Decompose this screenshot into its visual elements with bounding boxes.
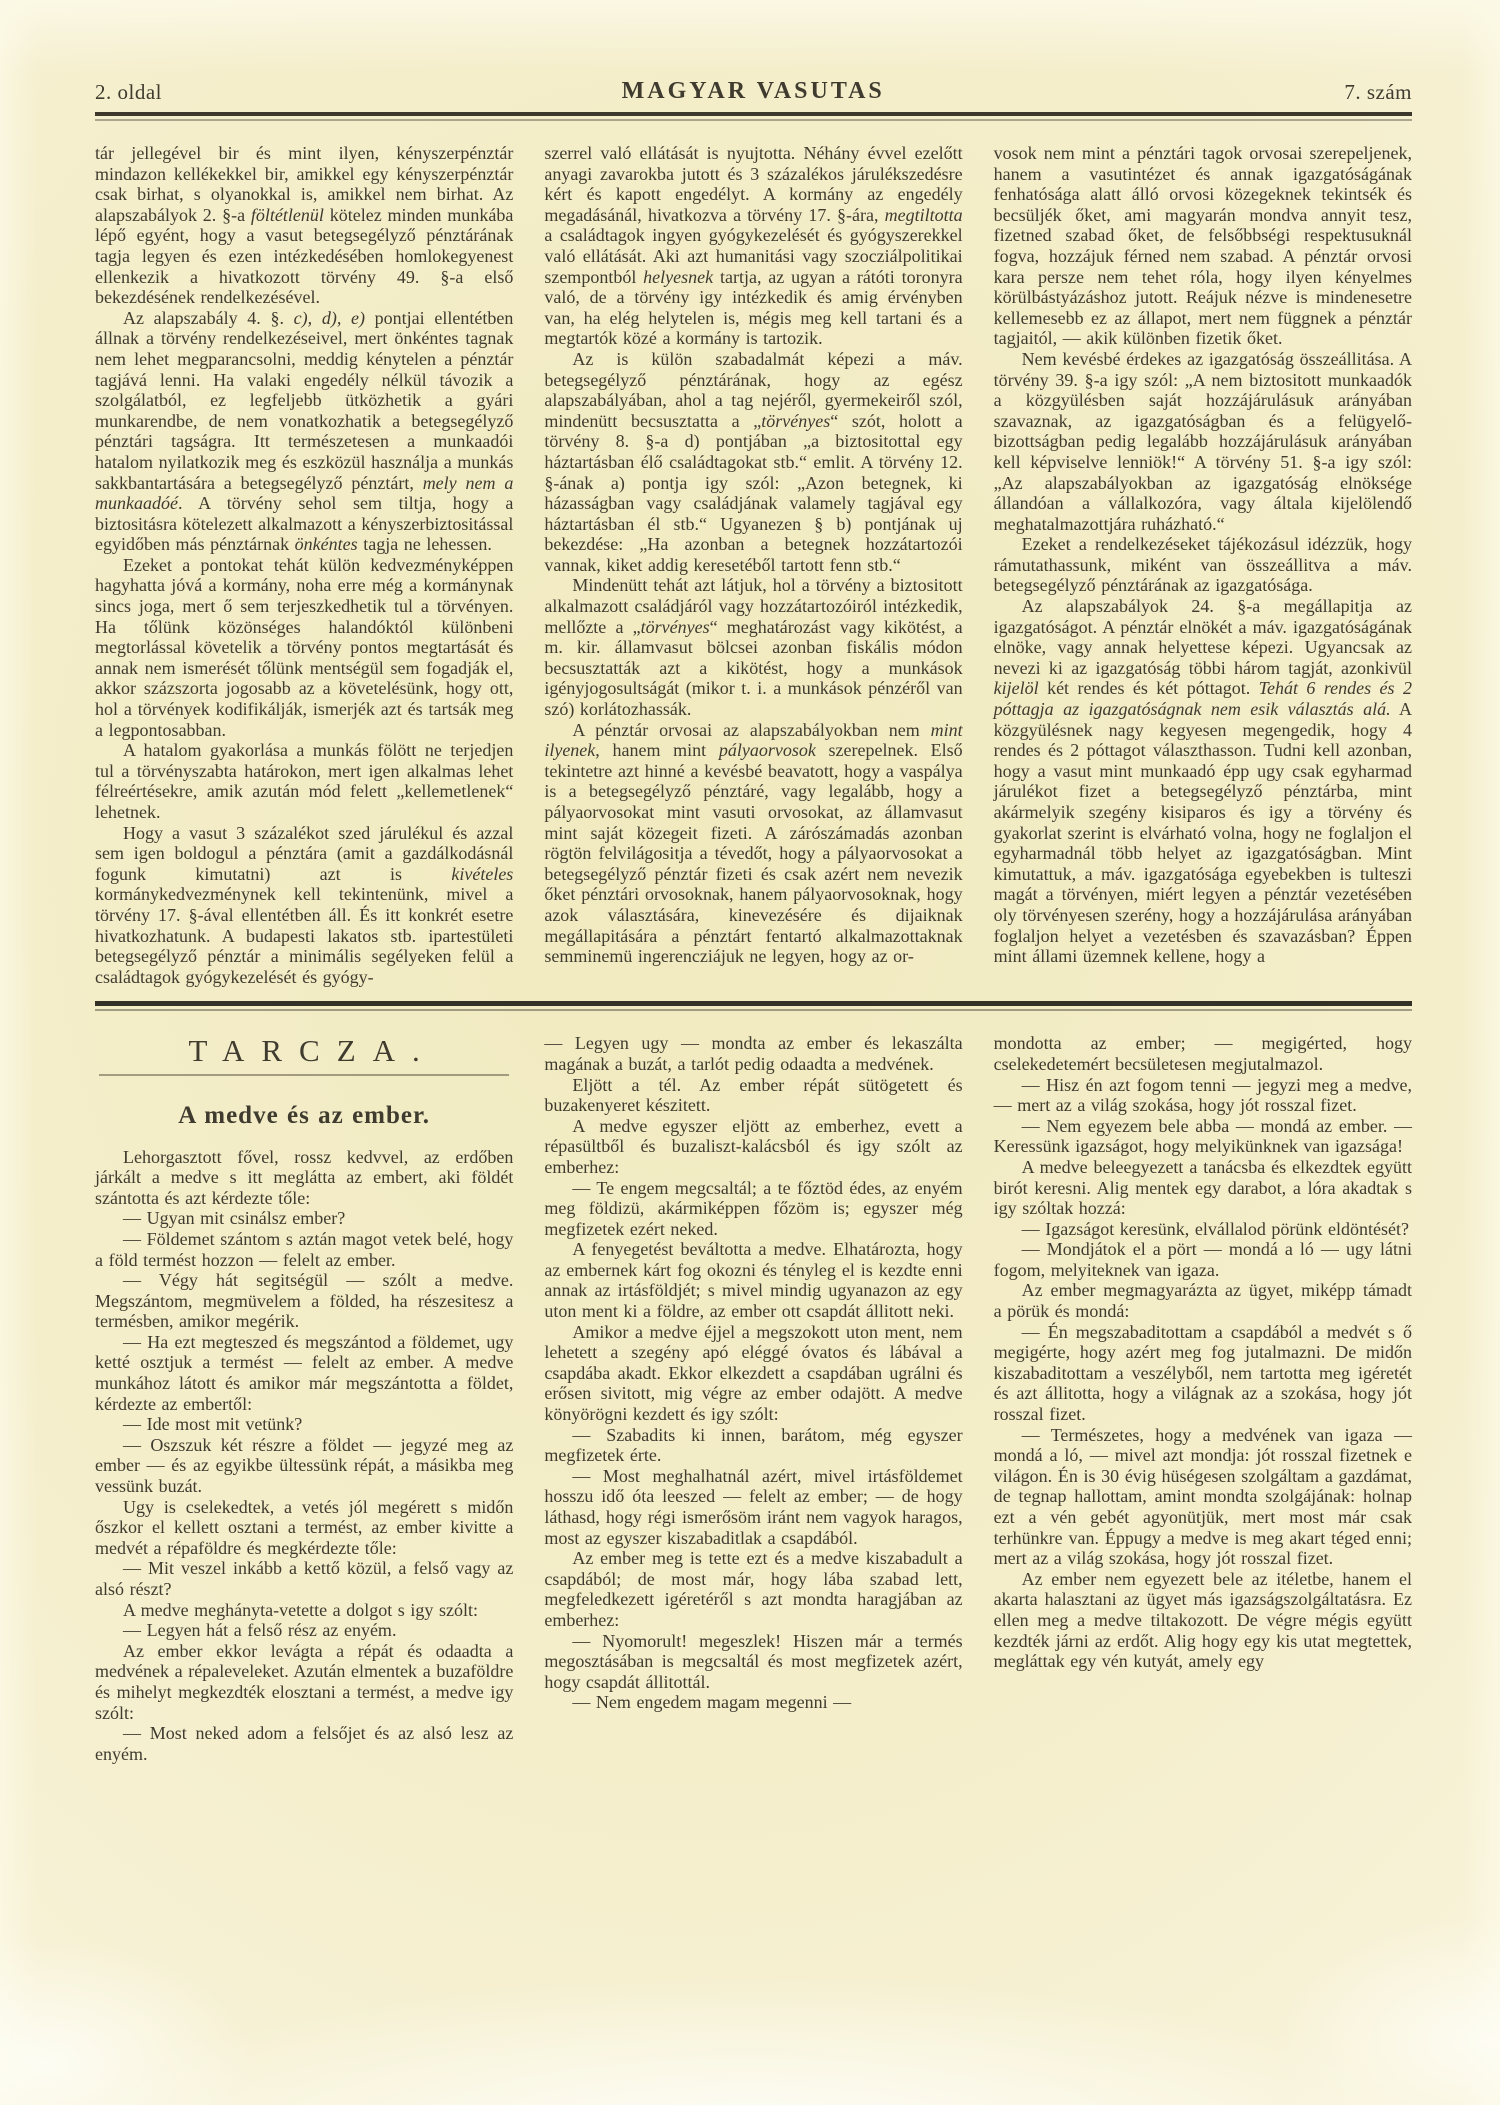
paragraph: — Legyen ugy — mondta az ember és lekaszálta magának a buzát, a tarlót pedig odaadta a medvének. xyxy=(544,1033,963,1074)
paragraph: tár jellegével bir és mint ilyen, kényszerpénztár mindazon kellékekkel bir, amikkel egy kényszerpénztár csak birhat, s olyanokkal is, amikkel nem birhat. Az alapszabályok 2. §-a föltétlenül kötelez minden munkába lépő egyént, hogy a vasut betegsegélyző pénztárának tagja legyen és ezen intézkedésében homlokegyenest ellenkezik a hivatkozott törvény 49. §-a első bekezdésének rendelkezésével. xyxy=(95,143,514,308)
story-column-3 xyxy=(994,1033,1412,1764)
paragraph: — Te engem megcsaltál; a te főztöd édes, az enyém meg földizü, akármiképpen főzöm is; egyszer még megfizetek ezért neked. xyxy=(544,1177,963,1239)
paragraph: Az ember megmagyarázta az ügyet, miképp támadt a pörük és mondá: xyxy=(993,1280,1412,1322)
paragraph: Az ember ekkor levágta a répát és odaadta a medvének a répaleveleket. Azután elmentek a buzaföldre és mihelyt megkezdték elosztani a termést, a medve igy szólt: xyxy=(95,1640,514,1723)
lead-article-column-3 xyxy=(994,143,1412,987)
paragraph: szerrel való ellátását is nyujtotta. Néhány évvel ezelőtt anyagi zavarokba jutott és 3 százalékos járulékszedésre kért és kapott engedélyt. A kormány az engedély megadásánál, hivatkozva a törvény 17. §-ára, megtiltotta a családtagok ingyen gyógykezelését és gyógyszerekkel való ellátását. Aki azt humanitási vagy szocziálpolitikai szempontból helyesnek tartja, az ugyan a rátóti toronyra való, de a törvény igy intézkedik és amig érvényben van, ha elég helytelen is, mégis meg kell tartani és a megtartók közé a kormány is tartozik. xyxy=(544,143,963,349)
paragraph: — Nem egyezem bele abba — mondá az ember. — Keressünk igazságot, hogy melyikünknek van igazsága! xyxy=(993,1115,1412,1157)
feuilleton-header xyxy=(95,1033,513,1129)
paragraph: — Természetes, hogy a medvének van igaza — mondá a ló, — mivel azt mondja: jót rosszal fizetnek e világon. Én is 30 évig hüségesen szolgáltam a gazdámat, de tegnap hallottam, amint mondta szolgájának: holnap ezt a vén gebét agyonütjük, mert most már csak terhünkre van. Éppugy a medve is meg akart téged enni; mert az a világ szokása, hogy jót rosszal fizet. xyxy=(993,1424,1412,1569)
paragraph: A medve meghányta-vetette a dolgot s igy szólt: xyxy=(123,1599,478,1620)
paragraph: — Most meghalhatnál azért, mivel irtásföldemet hosszu idő óta leeszed — felelt az ember; — de hogy láthasd, hogy régi ismerősöm iránt nem vagyok haragos, most az egyszer kiszabaditlak a csapdából. xyxy=(544,1465,963,1548)
paragraph: Az is külön szabadalmát képezi a máv. betegsegélyző pénztárának, hogy az egész alapszabályában, ahol a tag nejéről, gyermekeiről szól, mindenütt becsusztatta a „törvényes“ szót, holott a törvény 8. §-a d) pontjában „a biztositottal egy háztartásban élő családtagokat stb.“ emlit. A törvény 12. §-ának a) pontja igy szól: „Azon betegnek, ki házasságban vagy családjának valamely tagjával egy háztartásban él stb.“ Ugyanezen § b) pontjának uj bekezdése: „Ha azonban a betegnek hozzátartozói vannak, kiket addig keresetéből tartott fenn stb.“ xyxy=(544,348,963,575)
paragraph: Az ember meg is tette ezt és a medve kiszabadult a csapdából; de most már, hogy lába szabad lett, megfeledkezett igéretéről s azt mondta haragjában az emberhez: xyxy=(544,1548,963,1630)
paragraph: — Földemet szántom s aztán magot vetek belé, hogy a föld termést hozzon — felelt az ember. xyxy=(95,1228,514,1270)
paragraph: — Szabadits ki innen, barátom, még egyszer megfizetek érte. xyxy=(544,1424,963,1466)
paragraph: A fenyegetést beváltotta a medve. Elhatározta, hogy az embernek kárt fog okozni és tényleg el is kezdte enni annak az irtásföldjét; s mivel mindig ugyanazon az egy uton ment ki a földre, az ember ott csapdát állitott neki. xyxy=(544,1239,963,1322)
paragraph: — Most neked adom a felsőjet és az alsó lesz az enyém. xyxy=(95,1723,514,1764)
paragraph: Eljött a tél. Az ember répát sütögetett és buzakenyeret készitett. xyxy=(544,1074,963,1116)
paragraph: Az ember nem egyezett bele az itéletbe, hanem el akarta halasztani az ügyet más igazságszolgáltatásra. Ez ellen meg a medve tiltakozott. De végre mégis együtt kezdték járni az erdőt. Alig hogy egy kis utat megtettek, megláttak egy vén kutyát, amely egy xyxy=(993,1568,1412,1672)
page-number-label: 2. oldal xyxy=(95,80,162,104)
paragraph: — Én megszabaditottam a csapdából a medvét s ő megigérte, hogy azért meg fog jutalmazni. De midőn kiszabaditottam a veszélyből, nem tartotta meg igéretét és azt állitotta, hogy a világnak az a szokása, hogy jót rosszal fizet. xyxy=(993,1321,1412,1425)
paragraph: — Mit veszel inkább a kettő közül, a felső vagy az alsó részt? xyxy=(95,1558,514,1599)
feuilleton-section-title: TARCZA. xyxy=(188,1033,437,1069)
feuilleton-title-rule xyxy=(99,1074,509,1076)
paragraph: — Legyen hát a felső rész az enyém. xyxy=(123,1620,397,1641)
paragraph: Amikor a medve éjjel a megszokott uton ment, nem lehetett a szegény apó eléggé óvatos és lábával a csapdába akadt. Ekkor elkezdett a csapdában ugrálni és erősen sivitott, mig végre az ember odajött. A medve könyörögni kezdett és igy szólt: xyxy=(544,1321,963,1425)
story-title: A medve és az ember. xyxy=(178,1101,431,1129)
issue-number-label: 7. szám xyxy=(1344,80,1412,104)
paragraph: — Ha ezt megteszed és megszántod a földemet, ugy ketté osztjuk a termést — felelt az ember. A medve munkához látott és amikor már megszántotta a földet, kérdezte az embertől: xyxy=(95,1331,514,1414)
paragraph: — Nem engedem magam megenni — xyxy=(572,1692,852,1713)
paragraph: — Ide most mit vetünk? xyxy=(123,1414,303,1435)
lead-article-column-1 xyxy=(95,143,513,987)
page-header xyxy=(95,78,1412,105)
paragraph: — Mondjátok el a pört — mondá a ló — ugy látni fogom, melyiteknek van igaza. xyxy=(993,1239,1412,1280)
story-column-2 xyxy=(544,1033,962,1764)
paragraph: Az alapszabályok 24. §-a megállapitja az igazgatóságot. A pénztár elnökét a máv. igazgatóságának elnöke, vagy annak helyettese képezi. Ugyancsak az nevezi ki az igazgatóság többi három tagját, azonkivül kijelöl két rendes és két póttagot. Tehát 6 rendes és 2 póttagja az igazgatóságnak nem esik választás alá. A közgyülésnek nagy kegyesen megengedik, hogy 4 rendes és 2 póttagot választhasson. Tudni kell azonban, hogy a vasut mint munkaadó épp ugy csak egyharmad járulékot fizet a betegsegélyző pénztárba, mint akármelyik szegény kisiparos és igy a törvény és gyakorlat szerint is elvárható volna, hogy ne foglaljon el egyharmadnál több helyet az igazgatóságban. Mint kimutattuk, a máv. igazgatósága egyebekben is tulteszi magát a törvényen, miért legyen a pénztár vezetésében oly törvényesen szerény, hogy a hozzájárulása arányában foglaljon helyet a vezetésben és szavazásban? Éppen mint állami üzemnek kellene, hogy a xyxy=(993,596,1412,967)
paragraph: Hogy a vasut 3 százalékot szed járulékul és azzal sem igen boldogul a pénztára (amit a gazdálkodásnál fogunk kimutatni) azt is kivételes kormánykedvezménynek kell tekintenünk, mivel a törvény 17. §-ával ellentétben áll. És itt konkrét esetre hivatkozhatunk. A budapesti lakatos stb. ipartestületi betegsegélyző pénztár a minimális segélyeken felül a családtagok gyógykezelését és gyógy- xyxy=(95,822,514,987)
paragraph: — Végy hát segitségül — szólt a medve. Megszántom, megmüvelem a földed, ha részesitesz a termésben, amikor megérik. xyxy=(95,1270,514,1332)
paragraph: Nem kevésbé érdekes az igazgatóság összeállitása. A törvény 39. §-a igy szól: „A nem biztositott munkaadók a közgyülésben saját hozzájárulásuk arányában szavaznak, az igazgatóságban és a felügyelő-bizottságban pedig legalább hozzájárulásuk arányában kell képviselve lenniök!“ A törvény 51. §-a igy szól: „Az alapszabályokban az igazgatóság elnöksége állandóan a vállalkozóra, vagy általa kijelölendő meghatalmazottjára ruházható.“ xyxy=(993,348,1412,534)
lead-article xyxy=(95,143,1412,987)
story-column-1-body xyxy=(95,1147,513,1765)
section-divider-rule xyxy=(95,1001,1412,1011)
paragraph: — Nyomorult! megeszlek! Hiszen már a termés megosztásában is megcsaltál és most megfizetek azért, hogy csapdát állitottál. xyxy=(544,1630,963,1692)
paragraph: Az alapszabály 4. §. c), d), e) pontjai ellentétben állnak a törvény rendelkezéseivel, mert önkéntes tagnak nem lehet megparancsolni, meddig kénytelen a pénztár tagjává lenni. Ha valaki engedély nélkül távozik a szolgálatból, ez legfeljebb ütközhetik a gyári munkarendbe, de nem vonatkozhatik a betegsegélyző pénztári tagságra. Itt természetesen a munkaadói hatalom nyilatkozik meg és eszközül használja a munkás sakkbantartására a betegsegélyző pénztárt, mely nem a munkaadóé. A törvény sehol sem tiltja, hogy a biztositásra kötelezett alkalmazott a kényszerbiztositással egyidőben más pénztárnak önkéntes tagja ne lehessen. xyxy=(95,307,514,555)
header-rule xyxy=(95,112,1412,121)
paragraph: A medve egyszer eljött az emberhez, evett a répasültből és buzaliszt-kalácsból és igy szólt az emberhez: xyxy=(544,1115,963,1177)
paragraph: vosok nem mint a pénztári tagok orvosai szerepeljenek, hanem a vasutintézet és annak igazgatóságának fenhatósága alatt álló orvosi közegeknek tekintsék és becsüljék őket, ami magyarán mondva annyit tesz, fizetned szabad őket, de felsőbbségi respektusuknál fogva, hozzájuk férned nem szabad. A pénztár orvosi kara persze nem tehet róla, hogy ilyen kényelmes körülbástyázáshoz jutott. Reájuk nézve is mindenesetre kellemesebb ez az állapot, mert nem függnek a pénztár tagjaitól, — akik különben fizetik őket. xyxy=(993,143,1412,349)
paragraph: Ugy is cselekedtek, a vetés jól megérett s midőn őszkor el kellett osztani a termést, az ember kivitte a medvét a répaföldre és megkérdezte tőle: xyxy=(95,1496,514,1558)
paragraph: mondotta az ember; — megigérted, hogy cselekedetemért becsületesen megjutalmazol. xyxy=(993,1033,1412,1074)
paragraph: A pénztár orvosai az alapszabályokban nem mint ilyenek, hanem mint pályaorvosok szerepelnek. Első tekintetre azt hinné a kevésbé beavatott, hogy a vaspálya is a betegsegélyző pénztáré, vagy legalább, hogy a pályaorvosokat mint vasuti orvosokat, az államvasut mint saját közegeit fizeti. A zárószámadás azonban rögtön felvilágositja a tévedőt, hogy a pályaorvosokat a betegsegélyző pénztár fizeti és csak azért nem nevezik őket pénztári orvosoknak, hanem pályaorvosoknak, hogy azok választására, kinevezésére és dijaiknak megállapitására a pénztárt fentartó alkalmazottaknak semminemü ingerencziájuk ne legyen, hogy az or- xyxy=(544,719,963,967)
paragraph: — Hisz én azt fogom tenni — jegyzi meg a medve, — mert az a világ szokása, hogy jót rosszal fizet. xyxy=(993,1074,1412,1116)
feuilleton-section xyxy=(95,1033,1412,1764)
paragraph: — Ugyan mit csinálsz ember? xyxy=(123,1208,346,1229)
paragraph: Lehorgasztott fővel, rossz kedvvel, az erdőben járkált a medve s itt meglátta az embert, aki földét szántotta és azt kérdezte tőle: xyxy=(95,1146,514,1208)
feuilleton-column-1 xyxy=(95,1033,513,1764)
paragraph: — Igazságot keresünk, elvállalod pörünk eldöntését? xyxy=(1021,1218,1409,1239)
paragraph: — Oszszuk két részre a földet — jegyzé meg az ember — és az egyikbe ültessünk répát, a másikba meg vessünk buzát. xyxy=(95,1434,514,1497)
paragraph: Ezeket a rendelkezéseket tájékozásul idézzük, hogy rámutathassunk, miként van összeállitva a máv. betegsegélyző pénztárának az igazgatósága. xyxy=(993,534,1412,596)
paragraph: A medve beleegyezett a tanácsba és elkezdtek együtt birót keresni. Alig mentek egy darabot, a lóra akadtak s igy szóltak hozzá: xyxy=(993,1156,1412,1219)
paragraph: Mindenütt tehát azt látjuk, hol a törvény a biztositott alkalmazott családjáról vagy hozzátartozóiról intézkedik, mellőzte a „törvényes“ meghatározást vagy kikötést, a m. kir. államvasut bölcsei azonban fiskális módon becsusztatták azt a kikötést, hogy a munkások igényjogosultságát (mikor t. i. a munkások pénzéről van szó) korlátozhassák. xyxy=(544,575,963,720)
lead-article-column-2 xyxy=(544,143,962,987)
paragraph: A hatalom gyakorlása a munkás fölött ne terjedjen tul a törvényszabta határokon, mert igen alkalmas lehet félreértésekre, amik azután mód felett „kellemetlenek“ lehetnek. xyxy=(95,740,514,822)
paragraph: Ezeket a pontokat tehát külön kedvezményképpen hagyhatta jóvá a kormány, noha erre még a kormánynak sincs joga, mert ő sem terjeszkedhetik tul a törvényen. Ha tőlünk közönséges halandóktól különbeni megtorlással követelik a törvény pontos megtartását és annak nem ismerését tőlünk mentségül sem fogadják el, akkor százszorta jogosabb az a követelésünk, hogy ott, hol a törvények kodifikálják, ismerjék azt és tartsák meg a legpontosabban. xyxy=(95,554,514,740)
masthead-title: MAGYAR VASUTAS xyxy=(621,78,885,104)
